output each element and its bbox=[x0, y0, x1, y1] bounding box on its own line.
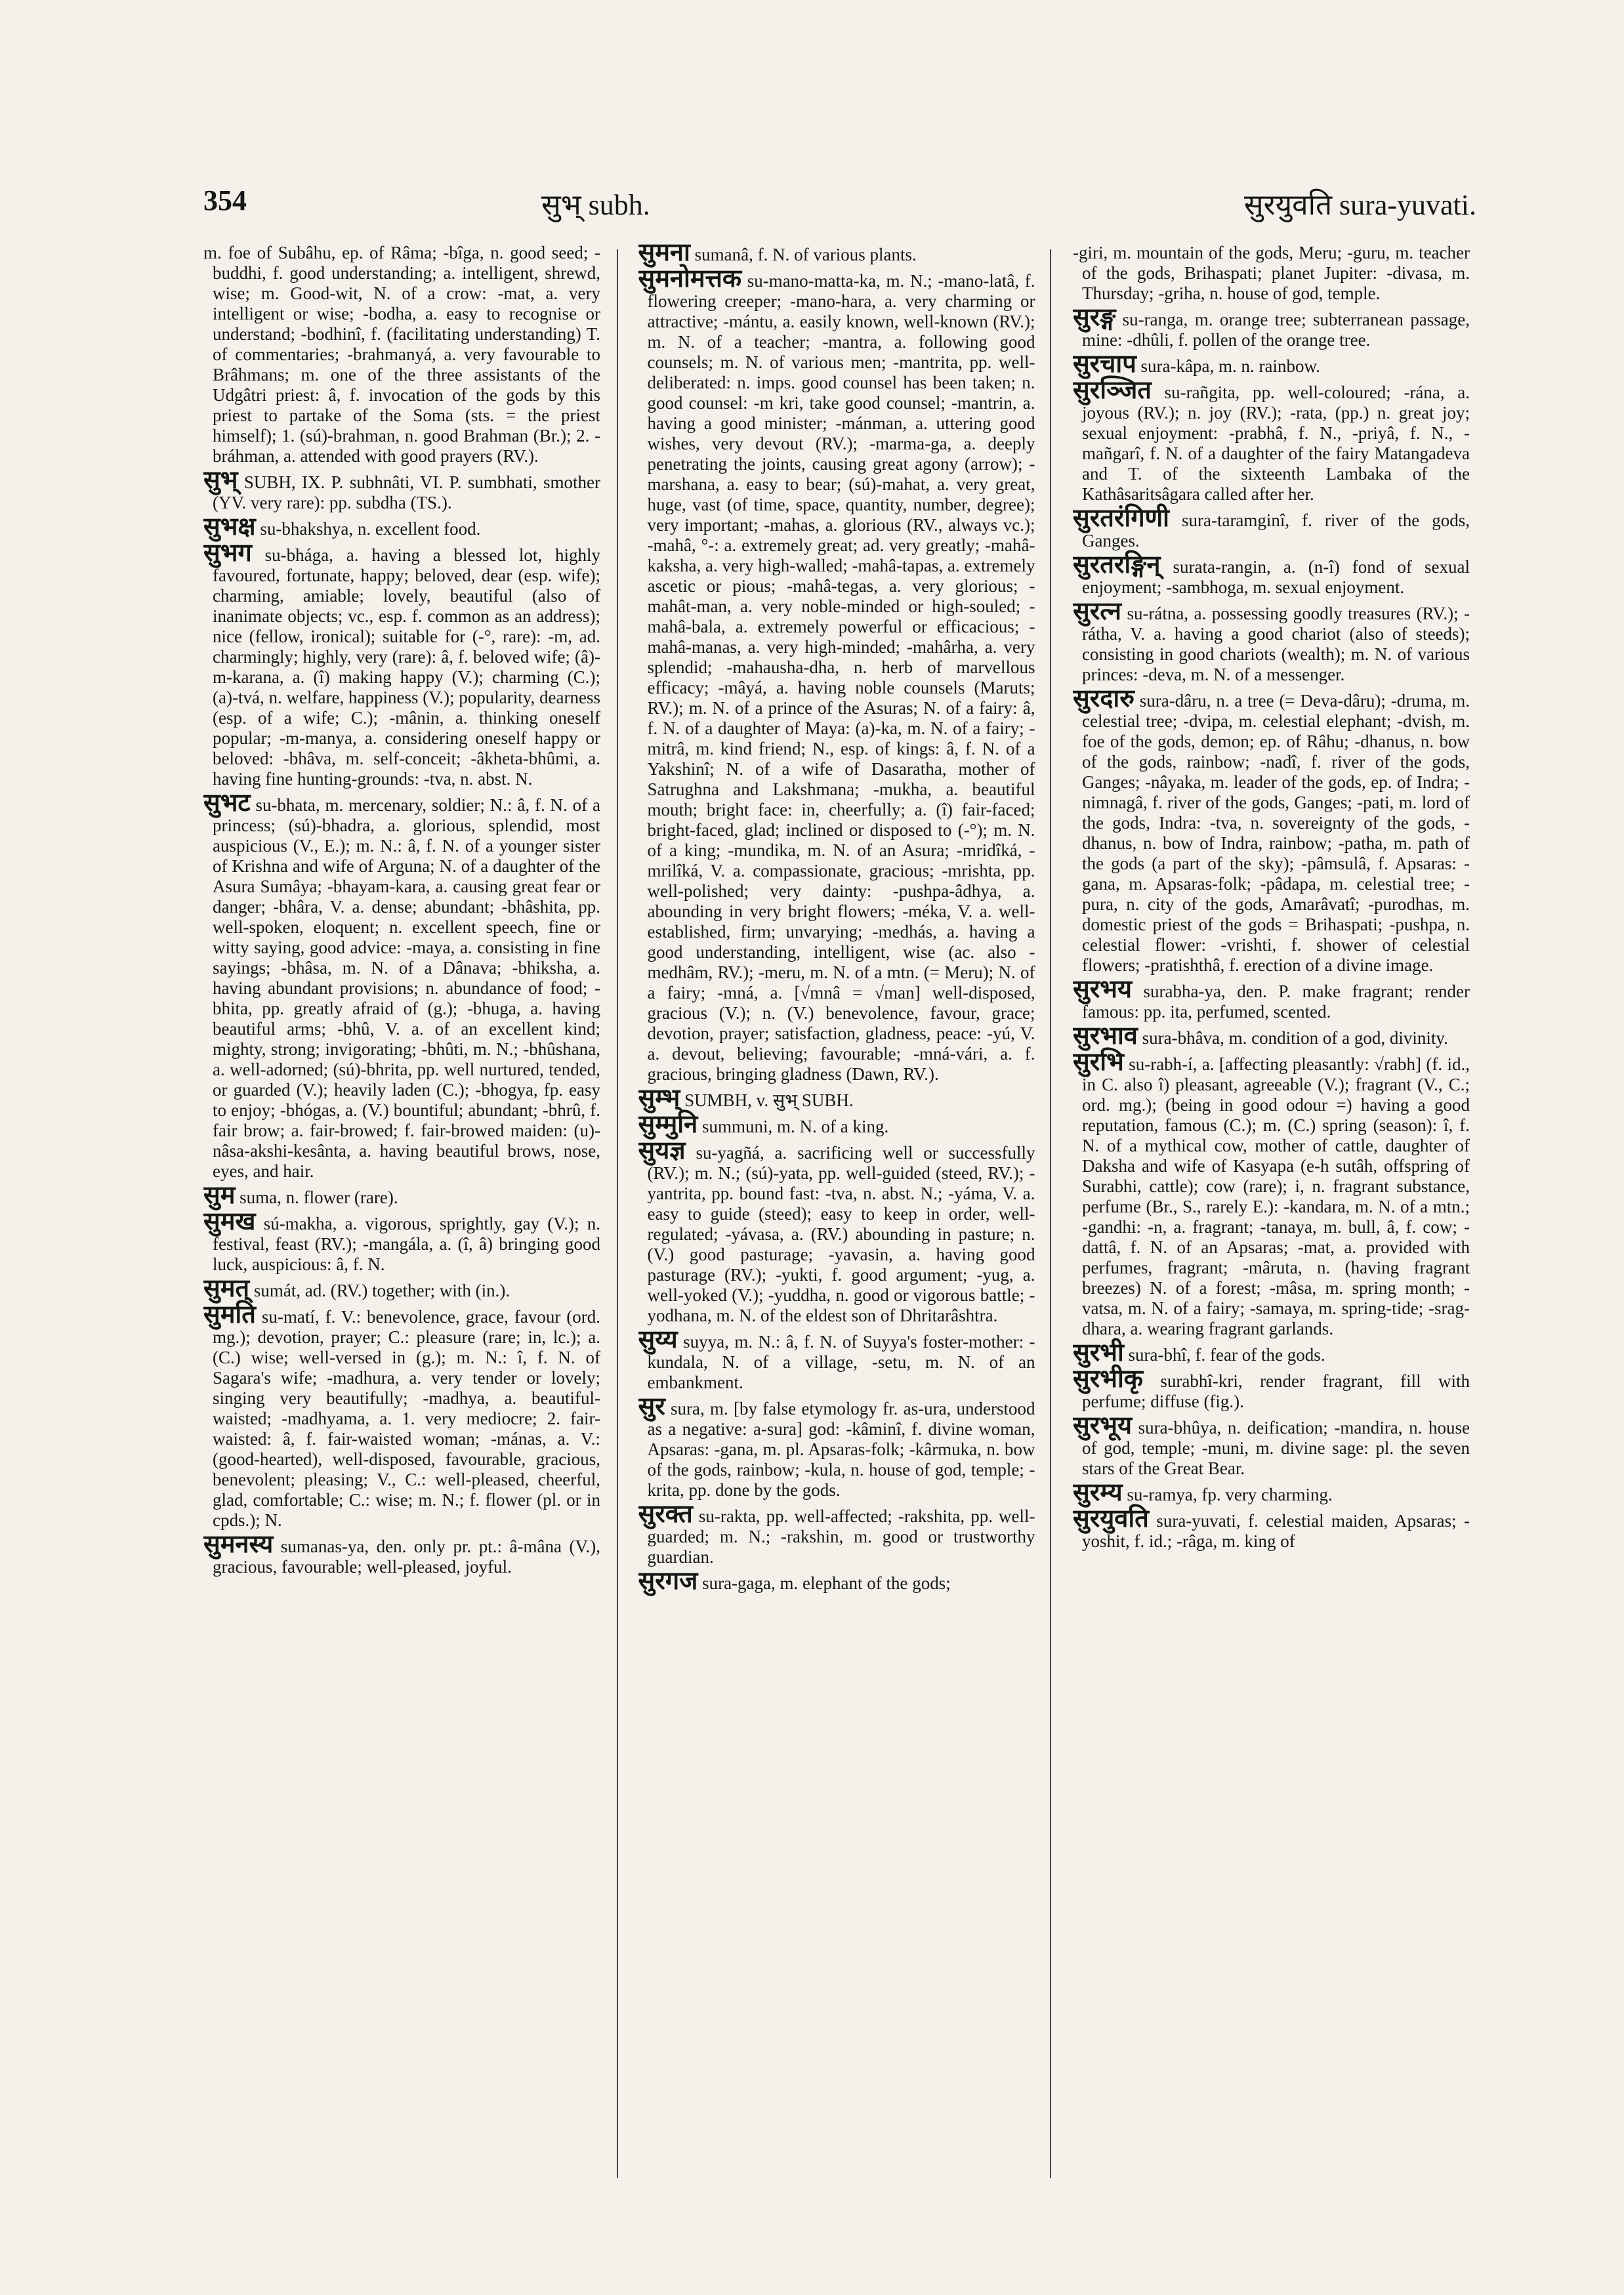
transliteration: surabhî-kri, bbox=[1160, 1371, 1243, 1391]
transliteration: sura-yuvati, bbox=[1156, 1511, 1241, 1531]
transliteration: sura-dâru, bbox=[1139, 691, 1211, 711]
dictionary-entry bbox=[1073, 377, 1470, 505]
definition: a. possessing goodly treasures (RV.); -rátha, V. a. having a good chariot (also of steeds); consisting in good chariots (wealth); m. N. of various princes: -deva, m. N. of a messenger. bbox=[1082, 604, 1470, 684]
dictionary-entry bbox=[1073, 1365, 1470, 1412]
transliteration: su-yagñá, bbox=[696, 1143, 764, 1163]
dictionary-entry bbox=[203, 789, 600, 1182]
page-number: 354 bbox=[203, 184, 247, 217]
running-head-right: सुरयुवति sura-yuvati. bbox=[1243, 189, 1476, 221]
dictionary-entry bbox=[1073, 243, 1470, 304]
transliteration: suma, bbox=[239, 1188, 281, 1207]
headword: सुमना bbox=[638, 243, 690, 266]
dictionary-entry bbox=[1073, 1505, 1470, 1552]
definition: m. N.: â, f. N. of Suyya's foster-mother: -kundala, N. of a village, -setu, m. N. of an embankment. bbox=[647, 1332, 1035, 1392]
headword: सुरभय bbox=[1073, 976, 1132, 1003]
headword: सुरभीकृ bbox=[1073, 1365, 1143, 1393]
dictionary-entry bbox=[1073, 350, 1470, 378]
headword: सुभक्ष bbox=[203, 513, 256, 541]
headword: सुरगज bbox=[638, 1567, 698, 1595]
transliteration: sú-makha, bbox=[263, 1214, 337, 1233]
column-3 bbox=[1073, 243, 1470, 2185]
definition: m. orange tree; subterranean passage, mine: -dhûli, f. pollen of the orange tree. bbox=[1082, 310, 1470, 350]
dictionary-entry bbox=[638, 1326, 1035, 1393]
definition: m. foe of Subâhu, ep. of Râma; -bîga, n. good seed; -buddhi, f. good understanding; a. intelligent, shrewd, wise; m. Good-wit, N. of a crow: -mat, a. very intelligent or wise; -bodha, a. easy to recognise or understand; -bodhinî, f. (facilitating understanding) T. of commentaries; -brahmanyá, a. very favourable to Brâhmans; m. one of the three assistants of the Udgâtri priest: â, f. invocation of the gods by this priest to partake of the Soma (sts. = the priest himself); 1. (sú)-brahman, n. good Brahman (Br.); 2. -bráhman, a. attended with good prayers (RV.). bbox=[203, 243, 600, 466]
transliteration: sura-bhî, bbox=[1128, 1345, 1191, 1365]
column-1 bbox=[203, 243, 600, 2185]
definition: -giri, m. mountain of the gods, Meru; -guru, m. teacher of the gods, Brihaspati; planet Jupiter: -divasa, m. Thursday; -griha, n. house of god, temple. bbox=[1073, 243, 1470, 303]
definition: n. excellent food. bbox=[357, 519, 481, 539]
definition: v. सुभ् SUBH. bbox=[756, 1090, 854, 1110]
dictionary-entry bbox=[638, 243, 1035, 265]
headword: सुभ् bbox=[203, 466, 238, 494]
dictionary-entry bbox=[1073, 1479, 1470, 1506]
headword: सुरञ्जित bbox=[1073, 377, 1152, 404]
headword: सुभट bbox=[203, 789, 251, 817]
transliteration: sura-bhûya, bbox=[1138, 1418, 1222, 1437]
dictionary-entry bbox=[203, 513, 600, 541]
dictionary-entry bbox=[638, 1085, 1035, 1112]
dictionary-entry bbox=[1073, 1022, 1470, 1050]
definition: m. elephant of the gods; bbox=[780, 1573, 951, 1593]
dictionary-entry bbox=[1073, 551, 1470, 598]
definition: fp. very charming. bbox=[1201, 1485, 1333, 1504]
headword: सुरङ्ग bbox=[1073, 304, 1116, 331]
transliteration: sumanas-ya, bbox=[280, 1537, 369, 1556]
dictionary-entry bbox=[1073, 685, 1470, 976]
headword: सुयज्ञ bbox=[638, 1137, 686, 1165]
definition: subhnâti, VI. P. sumbhati, smother (YV. very rare): pp. subdha (TS.). bbox=[213, 472, 600, 512]
headword: सुरतरंगिणी bbox=[1073, 505, 1169, 532]
transliteration: SUBH, IX. P. bbox=[243, 472, 344, 492]
transliteration: su-bhága, bbox=[264, 545, 333, 565]
definition: f. river of the gods, Ganges. bbox=[1082, 510, 1470, 550]
headword: सुरत्न bbox=[1073, 598, 1121, 625]
headword: सुम bbox=[203, 1182, 236, 1209]
dictionary-entry bbox=[638, 1393, 1035, 1500]
page-header bbox=[203, 184, 1499, 223]
dictionary-entry bbox=[203, 1208, 600, 1275]
headword: सुभग bbox=[203, 539, 252, 567]
headword: सुरचाप bbox=[1073, 350, 1136, 378]
headword: सुरभि bbox=[1073, 1048, 1124, 1076]
transliteration: sumát, bbox=[253, 1281, 301, 1300]
transliteration: su-rátna, bbox=[1127, 604, 1189, 623]
definition: a. having a blessed lot, highly favoured, fortunate, happy; beloved, dear (esp. wife); charming, amiable; lovely, beautiful (also of inanimate objects; vc., esp. f. common as an address); nice (fellow, ironical); suitable for (-°, rare): -m, ad. charmingly; highly, very (rare): â, f. beloved wife; (â)-m-karana, a. (î) making happy (V.); charming (C.); (a)-tvá, n. welfare, happiness (V.); popularity, dearness (esp. of a wife; C.); -mânin, a. thinking oneself popular; -m-manya, a. considering oneself happy or beloved: -bhâva, m. self-conceit; -âkheta-bhûmi, a. having fine hunting-grounds: -tva, n. abst. N. bbox=[213, 545, 600, 789]
dictionary-entry bbox=[1073, 1412, 1470, 1479]
transliteration: su-mano-matta-ka, bbox=[747, 271, 881, 291]
transliteration: su-ramya, bbox=[1127, 1485, 1197, 1504]
headword: सुम्भ् bbox=[638, 1085, 680, 1112]
dictionary-entry bbox=[638, 265, 1035, 1085]
definition: n. flower (rare). bbox=[285, 1188, 398, 1207]
dictionary-entry bbox=[203, 1182, 600, 1209]
transliteration: suyya, bbox=[683, 1332, 729, 1352]
dictionary-entry bbox=[203, 1531, 600, 1577]
dictionary-columns bbox=[203, 243, 1470, 2185]
definition: render fragrant, fill with perfume; diffuse (fig.). bbox=[1082, 1371, 1470, 1411]
headword: सुरभी bbox=[1073, 1339, 1124, 1367]
transliteration: surabha-ya, bbox=[1143, 982, 1226, 1001]
definition: pp. well-coloured; -rána, a. joyous (RV.); n. joy (RV.); -rata, (pp.) n. great joy; sexual enjoyment: -prabhâ, f. N., -priyâ, f. N., -mañgarî, f. N. of a daughter of the fairy Matangadeva and T. of the sixteenth Lambaka of the Kathâsaritsâgara called after her. bbox=[1082, 382, 1470, 504]
definition: a. sacrificing well or successfully (RV.); m. N.; (sú)-yata, pp. well-guided (steed, RV.); -yantrita, pp. bound fast: -tva, n. abst. N.; -yáma, V. a. easy to guide (steed); easy to keep in order, well-regulated; -yávasa, a. (RV.) abounding in pasture; n. (V.) good pasturage; -yavasin, a. having good pasturage (RV.); -yukti, f. good argument; -yug, a. well-yoked (V.); -yuddha, n. good or vigorous battle; -yodhana, m. N. of the eldest son of Dhritarâshtra. bbox=[647, 1143, 1035, 1325]
dictionary-entry bbox=[638, 1111, 1035, 1138]
transliteration: sura-bhâva, bbox=[1142, 1028, 1224, 1048]
dictionary-entry bbox=[1073, 304, 1470, 350]
definition: m. mercenary, soldier; N.: â, f. N. of a princess; (sú)-bhadra, a. glorious, splendid, most auspicious (V., E.); m. N.: â, f. N. of a younger sister of Krishna and wife of Arguna; N. of a daughter of the Asura Sumâya; -bhayam-kara, a. causing great fear or danger; -bhâra, V. a. dense; abundant; -bhâshita, pp. well-spoken, eloquent; n. excellent speech, fine or witty saying, good advice: -maya, a. consisting in fine sayings; -bhâsa, m. N. of a Dânava; -bhiksha, a. having abundant provisions; n. abundance of food; -bhita, pp. greatly afraid of (g.); -bhuga, a. having beautiful arms; -bhû, V. a. of an excellent kind; mighty, strong; invigorating; -bhûti, m. N.; -bhûshana, a. well-adorned; (sú)-bhrita, pp. well nurtured, tended, or guarded (V.); heavily laden (C.); -bhogya, fp. easy to enjoy; -bhógas, a. (V.) bountiful; abundant; -bhrû, f. fair brow; a. fair-browed; f. fair-browed maiden: (u)-nâsa-akshi-kesânta, a. having beautiful brows, nose, eyes, and hair. bbox=[213, 795, 600, 1181]
dictionary-entry bbox=[203, 1301, 600, 1531]
transliteration: su-ranga, bbox=[1122, 310, 1188, 329]
headword: सुरभूय bbox=[1073, 1412, 1132, 1439]
headword: सुम्मुनि bbox=[638, 1111, 698, 1138]
dictionary-entry bbox=[1073, 505, 1470, 551]
dictionary-entry bbox=[1073, 1339, 1470, 1367]
definition: f. V.: benevolence, grace, favour (ord. mg.); devotion, prayer; C.: pleasure (rare; in, lc.); a. (C.) wise; well-versed in (g.); m. N.: î, f. N. of Sagara's wife; -madhura, a. very tender or lovely; singing very beautifully; -madhya, a. beautiful-waisted; -madhyama, a. 1. very mediocre; 2. fair-waisted: â, f. fair-waisted woman; -mánas, a. V.: (good-hearted), well-disposed, favourable, gracious, benevolent; pleasing; V., C.: well-pleased, cheerful, glad, comfortable; C.: wise; m. N.; f. flower (pl. or in cpds.); N. bbox=[213, 1307, 600, 1530]
definition: n. deification; -mandira, n. house of god, temple; -muni, m. divine sage: pl. the seven stars of the Great Bear. bbox=[1082, 1418, 1470, 1478]
definition: ad. (RV.) together; with (in.). bbox=[304, 1281, 510, 1300]
transliteration: sura-kâpa, bbox=[1140, 356, 1215, 376]
headword: सुरभाव bbox=[1073, 1022, 1138, 1050]
running-head-left: सुभ् subh. bbox=[541, 189, 650, 221]
definition: m. [by false etymology fr. as-ura, understood as a negative: a-sura] god: -kâminî, f. divine woman, Apsaras: -gana, m. pl. Apsaras-folk; -kârmuka, n. bow of the gods, rainbow; -kula, n. house of god, temple; -krita, pp. done by the gods. bbox=[647, 1399, 1035, 1500]
transliteration: su-bhakshya, bbox=[260, 519, 354, 539]
definition: a. vigorous, sprightly, gay (V.); n. festival, feast (RV.); -mangála, a. (î, â) bringing good luck, auspicious: â, f. N. bbox=[213, 1214, 600, 1274]
transliteration: surata-rangin, bbox=[1173, 557, 1271, 577]
definition: a. (n-î) fond of sexual enjoyment; -sambhoga, m. sexual enjoyment. bbox=[1082, 557, 1470, 597]
dictionary-entry bbox=[638, 1567, 1035, 1595]
transliteration: sura-taramginî, bbox=[1181, 510, 1290, 530]
dictionary-entry bbox=[203, 1275, 600, 1302]
transliteration: su-rakta, bbox=[698, 1506, 760, 1526]
transliteration: su-rabh-í, bbox=[1129, 1054, 1197, 1074]
headword: सुमनोमत्तक bbox=[638, 265, 742, 293]
definition: f. N. of various plants. bbox=[757, 245, 917, 264]
dictionary-entry bbox=[638, 1500, 1035, 1567]
dictionary-entry bbox=[638, 1137, 1035, 1326]
definition: n. a tree (= Deva-dâru); -druma, m. celestial tree; -dvipa, m. celestial elephant; -dvish, m. foe of the gods, demon; ep. of Râhu; -dhanus, n. bow of the gods, rainbow; -nadî, f. river of the gods, Ganges; -nâyaka, m. leader of the gods, ep. of Indra; -nimnagâ, f. river of the gods, Ganges; -pati, m. lord of the gods, Indra: -tva, n. sovereignty of the gods, -dhanus, n. bow of Indra, rainbow; -patha, m. path of the gods (a part of the sky); -pâmsulâ, f. Apsaras: -gana, m. Apsaras-folk; -pâdapa, m. celestial tree; -pura, n. city of the gods, Amarâvatî; -purodhas, m. domestic priest of the gods = Brihaspati; -pushpa, n. celestial flower: -vrishti, f. shower of celestial flowers; -pratishthâ, f. erection of a divine image. bbox=[1082, 691, 1470, 975]
headword: सुमनस्य bbox=[203, 1531, 274, 1558]
transliteration: sura, bbox=[670, 1399, 705, 1418]
headword: सुर bbox=[638, 1393, 665, 1420]
transliteration: summuni, bbox=[701, 1117, 773, 1136]
definition: f. celestial maiden, Apsaras; -yoshit, f. id.; -râga, m. king of bbox=[1082, 1511, 1470, 1551]
headword: सुय्य bbox=[638, 1326, 678, 1354]
definition: m. N. of a king. bbox=[776, 1117, 889, 1136]
definition: m. condition of a god, divinity. bbox=[1228, 1028, 1448, 1048]
dictionary-entry bbox=[203, 466, 600, 513]
headword: सुरतरङ्गिन् bbox=[1073, 551, 1161, 579]
definition: f. fear of the gods. bbox=[1195, 1345, 1325, 1365]
definition: pp. well-affected; -rakshita, pp. well-guarded; m. N.; -rakshin, m. good or trustworthy guardian. bbox=[647, 1506, 1035, 1567]
transliteration: su-bhata, bbox=[255, 795, 320, 815]
transliteration: su-rañgita, bbox=[1164, 382, 1240, 402]
transliteration: sumanâ, bbox=[694, 245, 753, 264]
definition: m. n. rainbow. bbox=[1218, 356, 1320, 376]
headword: सुमत् bbox=[203, 1275, 250, 1302]
transliteration: su-matí, bbox=[261, 1307, 320, 1327]
headword: सुरक्त bbox=[638, 1500, 693, 1528]
definition: den. P. make fragrant; render famous: pp. ita, perfumed, scented. bbox=[1082, 982, 1470, 1022]
column-2 bbox=[638, 243, 1035, 2185]
dictionary-entry bbox=[203, 243, 600, 466]
definition: m. N.; -mano-latâ, f. flowering creeper; -mano-hara, a. very charming or attractive; -mántu, a. easily known, well-known (RV.); m. N. of a teacher; -mantra, a. following good counsels; m. N. of various men; -mantrita, pp. well-deliberated: n. imps. good counsel has been taken; n. good counsel: -m kri, take good counsel; -mantrin, a. having a good minister; -mánman, a. uttering good wishes, very devout (RV.); -marma-ga, a. deeply penetrating the joints, causing great agony (arrow); -marshana, a. easy to bear; (sú)-mahat, a. very great, huge, vast (of time, space, quantity, number, degree); very important; -mahas, a. glorious (RV., always vc.); -mahâ, °-: a. extremely great; ad. very greatly; -mahâ-kaksha, a. very high-walled; -mahâ-tapas, a. extremely ascetic or pious; -mahâ-tegas, a. very glorious; -mahât-man, a. very noble-minded or high-souled; -mahâ-bala, a. extremely powerful or efficacious; -mahâ-manas, a. very high-minded; -mahârha, a. very splendid; -mahausha-dha, n. herb of marvellous efficacy; -mâyá, a. having noble counsels (Maruts; RV.); m. N. of a prince of the Asuras; N. of a fairy: â, f. N. of a daughter of Maya: (a)-ka, m. N. of a fairy; -mitrâ, m. kind friend; N., esp. of kings: â, f. N. of a Yakshinî; N. of a wife of Dasaratha, mother of Satrughna and Lakshmana; -mukha, a. beautiful mouth; bright face: in, cheerfully; a. (î) fair-faced; bright-faced, glad; inclined or disposed to (-°); m. N. of a king; -mundika, m. N. of an Asura; -mridîká, -mrilîká, V. a. compassionate, gracious; -mrishta, pp. well-polished; very dainty: -pushpa-âdhya, a. abounding in very bright flowers; -méka, V. a. well-established, firm; unvarying; -medhás, a. having a good understanding, intelligent, wise (ac. also -medhâm, RV.); -meru, m. N. of a mtn. (= Meru); N. of a fairy; -mná, a. [√mnâ = √man] well-disposed, gracious (V.); n. (V.) benevolence, favour, grace; devotion, prayer; satisfaction, gladness, peace: -yú, V. a. devout, believing; favourable; -mná-vári, a. f. gracious, bringing gladness (Dawn, RV.). bbox=[647, 271, 1035, 1084]
headword: सुरदारु bbox=[1073, 685, 1135, 713]
headword: सुरम्य bbox=[1073, 1479, 1123, 1506]
definition: a. [affecting pleasantly: √rabh] (f. id., in C. also î) pleasant, agreeable (V.); fragrant (V., C.; ord. mg.); (being in good odour =) having a good reputation, famous (C.); m. (C.) spring (season): î, f. N. of a mythical cow, mother of cattle, daughter of Daksha and wife of Kasyapa (e-h sutâh, offspring of Surabhi, cattle); cow (rare); i, n. fragrant substance, perfume (Br., S., rarely E.): -kandara, m. N. of a mtn.; -gandhi: -n, a. fragrant; -tanaya, m. bull, â, f. cow; -dattâ, f. N. of an Apsaras; -mat, a. provided with perfumes, fragrant; -mâruta, n. (having fragrant breezes) N. of a forest; -mâsa, m. spring month; -vatsa, m. N. of a fairy; -samaya, m. spring-tide; -srag-dhara, a. wearing fragrant garlands. bbox=[1082, 1054, 1470, 1338]
transliteration: SUMBH, bbox=[684, 1090, 752, 1110]
dictionary-entry bbox=[1073, 976, 1470, 1022]
headword: सुमख bbox=[203, 1208, 256, 1235]
dictionary-entry bbox=[203, 539, 600, 789]
transliteration: sura-gaga, bbox=[702, 1573, 776, 1593]
headword: सुरयुवति bbox=[1073, 1505, 1149, 1533]
headword: सुमति bbox=[203, 1301, 256, 1329]
dictionary-entry bbox=[1073, 1048, 1470, 1339]
dictionary-entry bbox=[1073, 598, 1470, 685]
definition: den. only pr. pt.: â-mâna (V.), gracious, favourable; well-pleased, joyful. bbox=[213, 1537, 600, 1577]
